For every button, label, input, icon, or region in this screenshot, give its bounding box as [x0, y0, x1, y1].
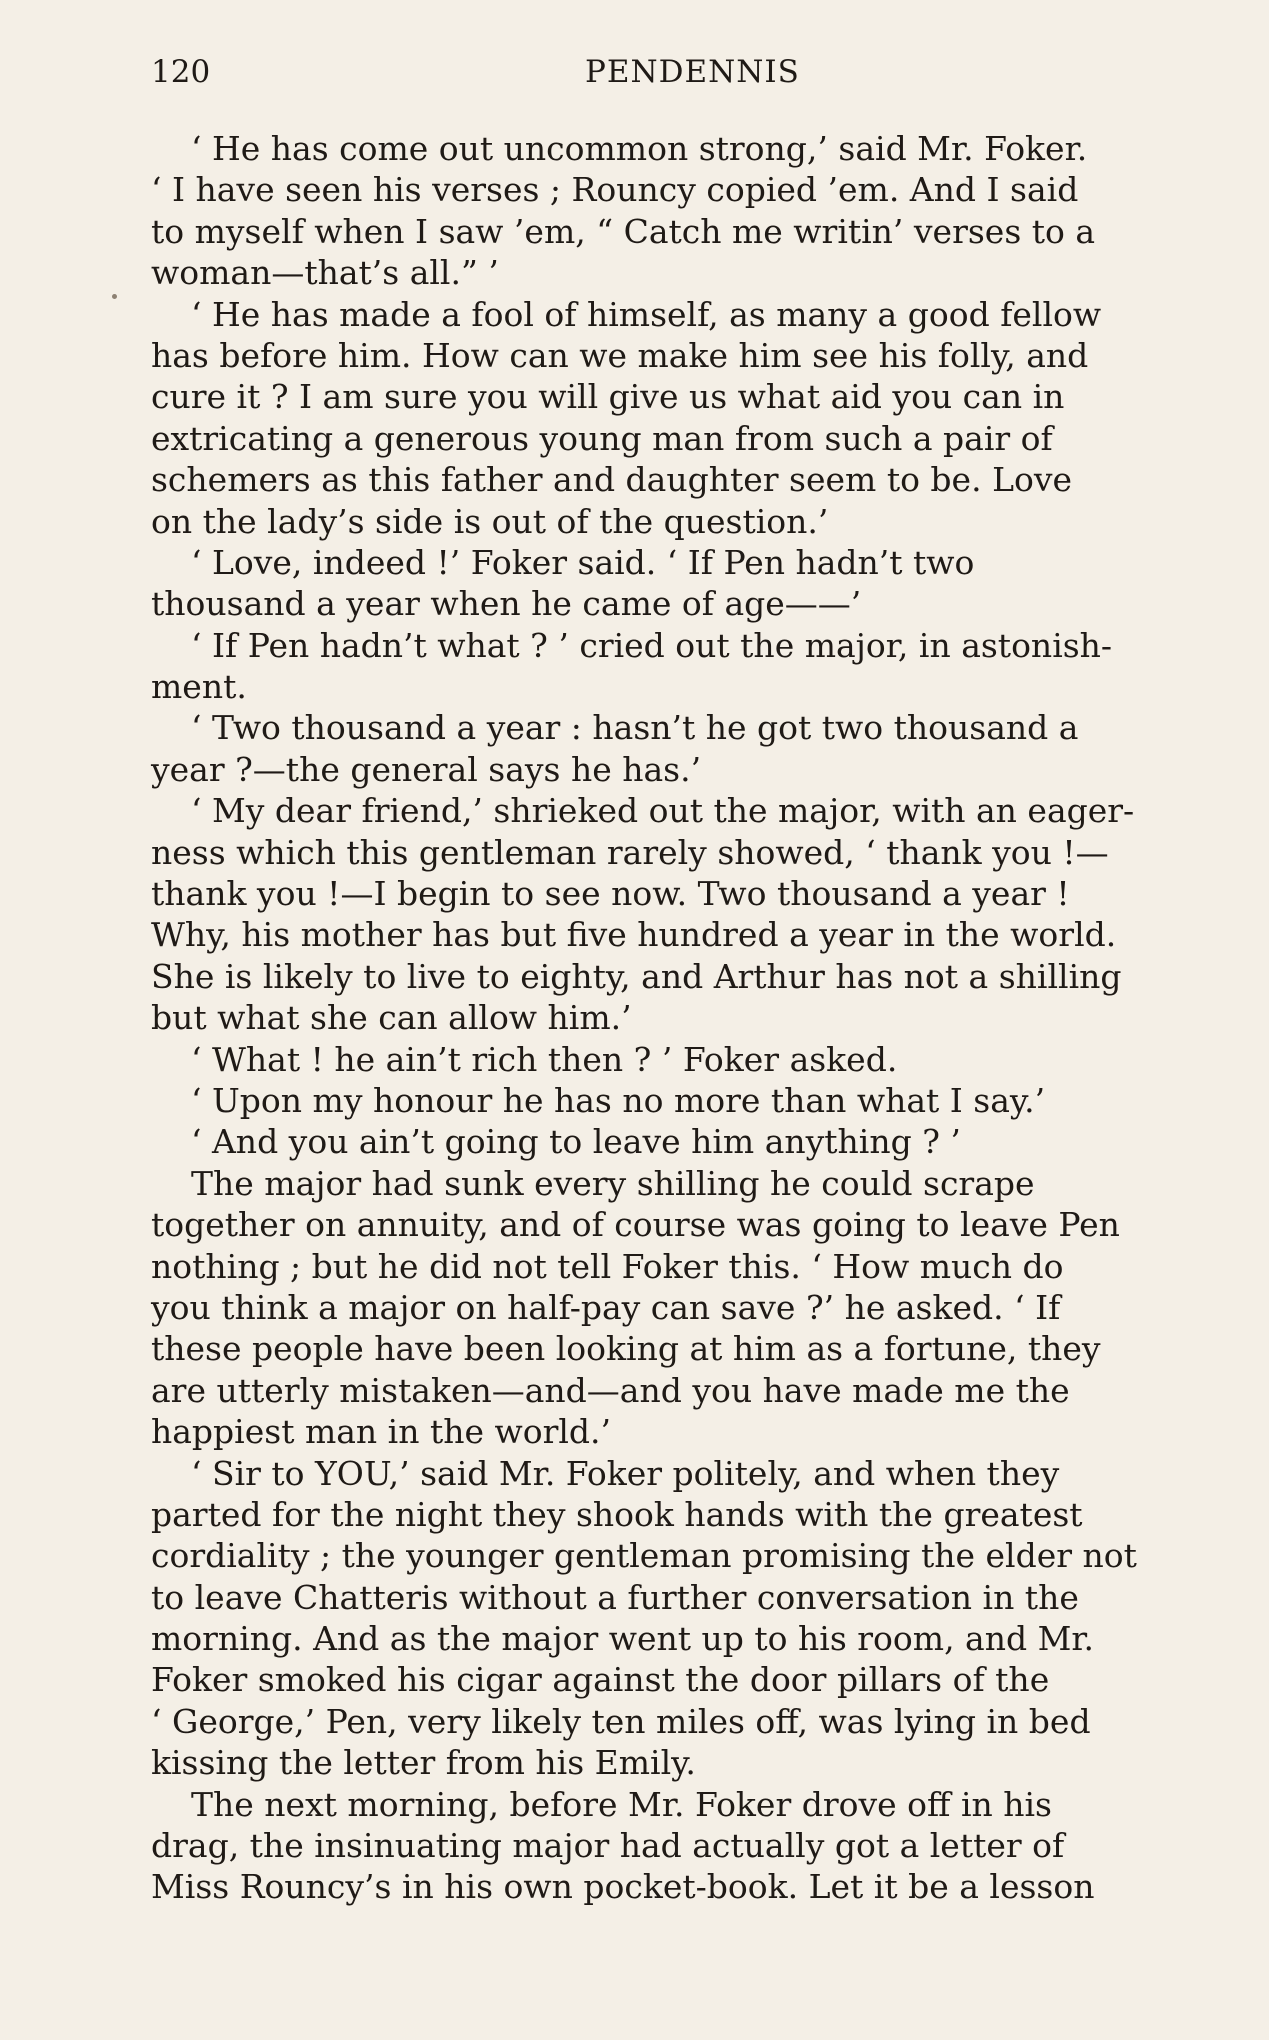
text-line: woman—that’s all.” ’	[151, 253, 499, 293]
running-head: PENDENNIS	[585, 54, 800, 90]
text-line: cure it ? I am sure you will give us what aid you can in	[151, 377, 1065, 417]
text-line: on the lady’s side is out of the question.’	[151, 501, 829, 541]
text-line: ‘ He has made a fool of himself, as many a good fellow	[191, 294, 1102, 334]
text-line: kissing the letter from his Emily.	[151, 1743, 696, 1783]
text-line: Foker smoked his cigar against the door pillars of the	[151, 1660, 1050, 1700]
text-line: these people have been looking at him as a fortune, they	[151, 1329, 1101, 1369]
paper-speck	[112, 294, 117, 299]
text-line: to leave Chatteris without a further conversation in the	[151, 1577, 1079, 1617]
text-line: parted for the night they shook hands with the greatest	[151, 1494, 1083, 1534]
text-line: has before him. How can we make him see his folly, and	[151, 335, 1089, 375]
page-number: 120	[151, 54, 211, 90]
text-line: ‘ Love, indeed !’ Foker said. ‘ If Pen hadn’t two	[191, 542, 975, 582]
text-line: ‘ George,’ Pen, very likely ten miles off, was lying in bed	[151, 1701, 1091, 1741]
text-line: happiest man in the world.’	[151, 1412, 612, 1452]
text-line: Why, his mother has but five hundred a year in the world.	[151, 915, 1117, 955]
text-line: nothing ; but he did not tell Foker this. ‘ How much do	[151, 1246, 1064, 1286]
text-line: ‘ Sir to YOU,’ said Mr. Foker politely, and when they	[191, 1453, 1060, 1493]
text-line: are utterly mistaken—and—and you have made me the	[151, 1370, 1070, 1410]
text-line: you think a major on half-pay can save ?’ he asked. ‘ If	[151, 1287, 1061, 1327]
text-line: ‘ He has come out uncommon strong,’ said Mr. Foker.	[191, 129, 1088, 168]
text-line: ‘ My dear friend,’ shrieked out the major, with an eager-	[191, 791, 1135, 831]
text-line: She is likely to live to eighty, and Arthur has not a shilling	[151, 956, 1122, 996]
text-line: year ?—the general says he has.’	[151, 749, 702, 789]
text-line: Miss Rouncy’s in his own pocket-book. Let it be a lesson	[151, 1867, 1095, 1907]
text-line: ment.	[151, 667, 247, 707]
text-line: ‘ If Pen hadn’t what ? ’ cried out the major, in astonish-	[191, 625, 1113, 665]
text-line: ‘ Upon my honour he has no more than what I say.’	[191, 1080, 1046, 1120]
text-line: drag, the insinuating major had actually got a letter of	[151, 1826, 1065, 1866]
text-line: ‘ Two thousand a year : hasn’t he got two thousand a	[191, 708, 1079, 748]
body-text	[151, 128, 1234, 1908]
text-line: ‘ What ! he ain’t rich then ? ’ Foker asked.	[191, 1039, 898, 1079]
text-line: but what she can allow him.’	[151, 998, 632, 1038]
text-line: together on annuity, and of course was going to leave Pen	[151, 1205, 1120, 1245]
text-line: cordiality ; the younger gentleman promising the elder not	[151, 1536, 1137, 1576]
text-line: schemers as this father and daughter seem to be. Love	[151, 460, 1073, 500]
text-line: extricating a generous young man from such a pair of	[151, 418, 1053, 458]
text-line: The major had sunk every shilling he could scrape	[191, 1163, 1035, 1203]
text-line: ‘ And you ain’t going to leave him anything ? ’	[191, 1122, 961, 1162]
text-line: thousand a year when he came of age——’	[151, 584, 862, 624]
text-line: to myself when I saw ’em, “ Catch me writin’ verses to a	[151, 211, 1096, 251]
text-line: ness which this gentleman rarely showed, ‘ thank you !—	[151, 832, 1109, 872]
text-line: morning. And as the major went up to his room, and Mr.	[151, 1619, 1095, 1659]
page-header	[151, 48, 1115, 96]
text-line: thank you !—I begin to see now. Two thousand a year !	[151, 874, 1070, 914]
text-line: The next morning, before Mr. Foker drove off in his	[191, 1784, 1052, 1824]
text-line: ‘ I have seen his verses ; Rouncy copied ’em. And I said	[151, 170, 1079, 210]
